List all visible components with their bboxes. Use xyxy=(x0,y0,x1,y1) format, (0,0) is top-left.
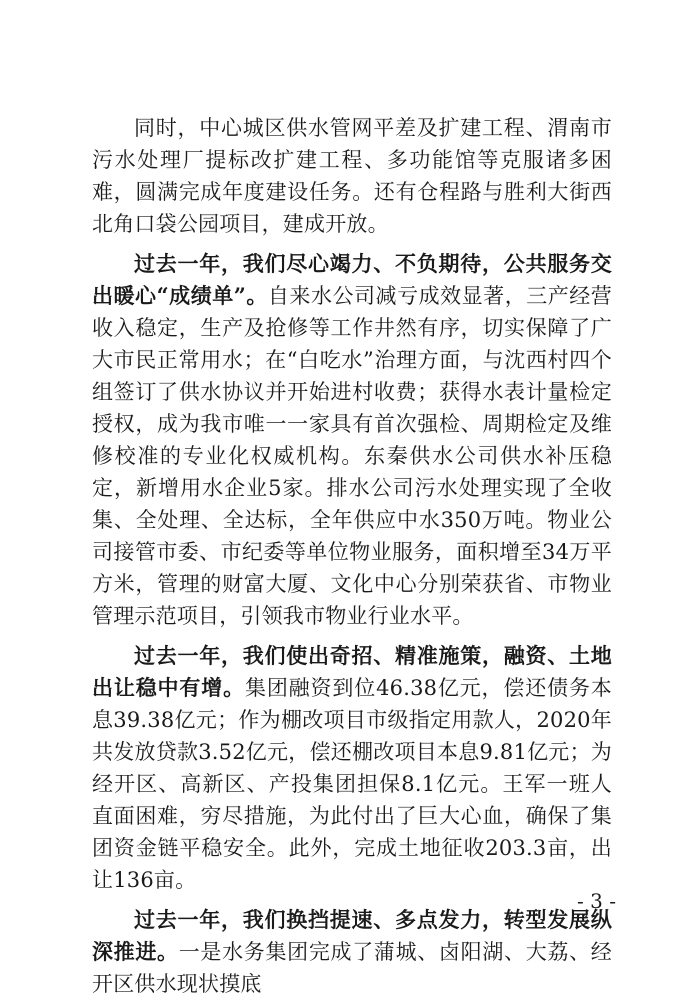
document-body xyxy=(92,112,612,1008)
paragraph-2-body: 自来水公司减亏成效显著，三产经营收入稳定，生产及抢修等工作井然有序，切实保障了广大市民正常用水；在“白吃水”治理方面，与沈西村四个组签订了供水协议并开始进村收费；获得水表计量检定授权，成为我市唯一一家具有首次强检、周期检定及维修校准的专业化权威机构。东秦供水公司供水补压稳定，新增用水企业5家。排水公司污水处理实现了全收集、全处理、全达标，全年供应中水350万吨。物业公司接管市委、市纪委等单位物业服务，面积增至34万平方米，管理的财富大厦、文化中心分别荣获省、市物业管理示范项目，引领我市物业行业水平。 xyxy=(92,284,612,628)
paragraph-1-body: 同时，中心城区供水管网平差及扩建工程、渭南市污水处理厂提标改扩建工程、多功能馆等克服诸多困难，圆满完成年度建设任务。还有仓程路与胜利大街西北角口袋公园项目，建成开放。 xyxy=(92,116,612,236)
paragraph-3-body: 集团融资到位46.38亿元，偿还债务本息39.38亿元；作为棚改项目市级指定用款人，2020年共发放贷款3.52亿元，偿还棚改项目本息9.81亿元；为经开区、高新区、产投集团担保8.1亿元。王军一班人直面困难，穷尽措施，为此付出了巨大心血，确保了集团资金链平稳安全。此外，完成土地征收203.3亩，出让136亩。 xyxy=(92,676,613,892)
paragraph-3-lead: 过去一年，我们使出奇招、精准施策，融资、土地出让稳中有增。 xyxy=(92,643,612,700)
paragraph-2-lead: 过去一年，我们尽心竭力、不负期待，公共服务交出暖心“成绩单”。 xyxy=(92,251,612,308)
paragraph-4 xyxy=(92,904,612,1000)
paragraph-3 xyxy=(92,640,612,896)
paragraph-2 xyxy=(92,248,612,632)
page-number: - 3 - xyxy=(577,889,616,913)
paragraph-4-lead: 过去一年，我们换挡提速、多点发力，转型发展纵深推进。 xyxy=(92,907,612,964)
paragraph-1 xyxy=(92,112,612,240)
paragraph-4-body: 一是水务集团完成了蒲城、卤阳湖、大荔、经开区供水现状摸底 xyxy=(92,940,612,996)
